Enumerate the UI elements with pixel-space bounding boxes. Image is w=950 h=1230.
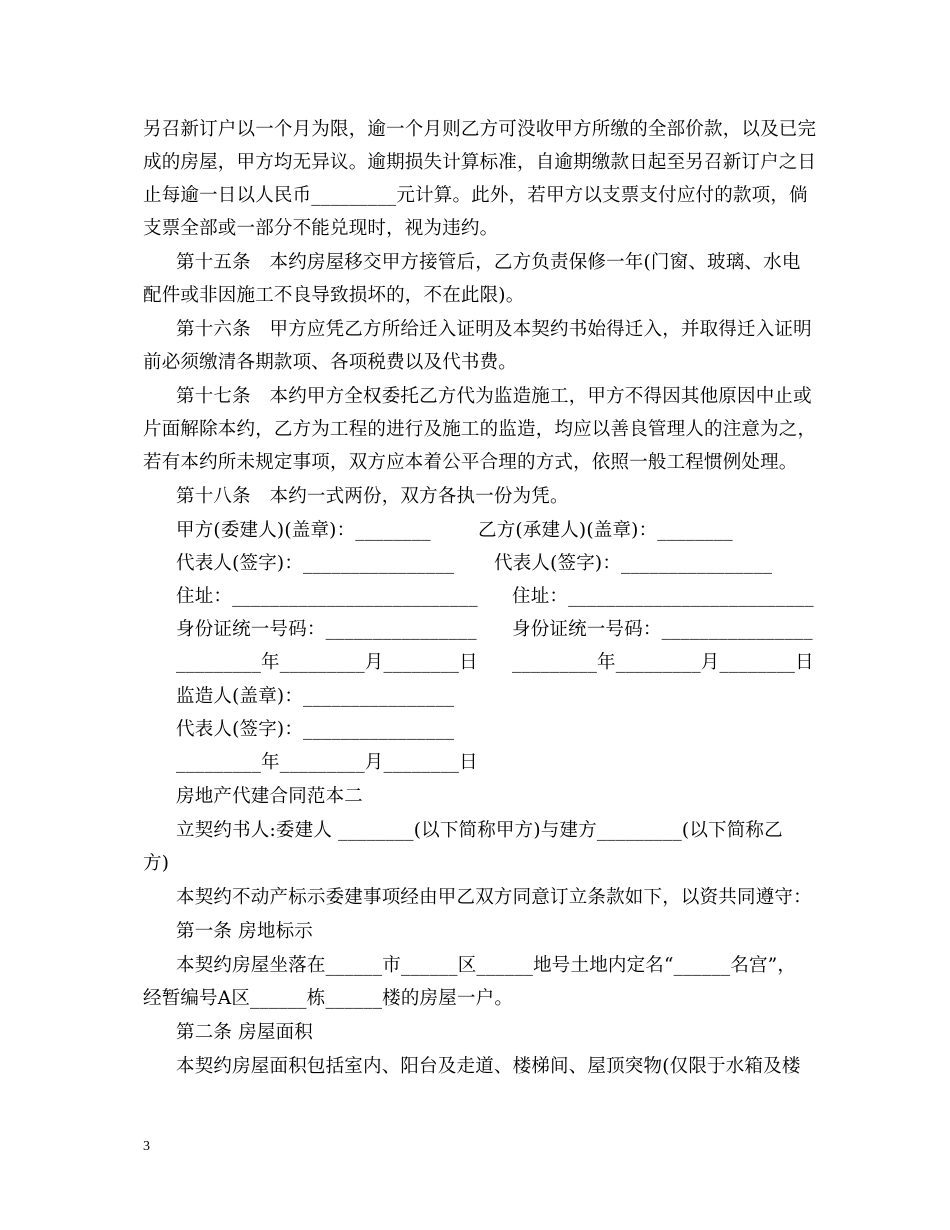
article-1-line: 本契约房屋坐落在______市______区______地号土地内定名“______名宫”， xyxy=(176,955,797,976)
article-15-line: 第十五条 本约房屋移交甲方接管后，乙方负责保修一年(门窗、玻璃、水电 xyxy=(176,252,801,273)
parties-line: 立契约书人:委建人 ________(以下简称甲方)与建方_________(以下简称乙 xyxy=(176,820,783,841)
section-title: 房地产代建合同范本二 xyxy=(176,786,364,807)
article-16-line: 前必须缴清各期款项、各项税费以及代书费。 xyxy=(143,352,518,373)
party-b-address: 住址：__________________________ xyxy=(512,586,814,607)
article-16-line: 第十六条 甲方应凭乙方所给迁入证明及本契约书始得迁入，并取得迁入证明 xyxy=(176,319,812,340)
article-1-title: 第一条 房地标示 xyxy=(176,921,313,942)
parties-line: 方) xyxy=(143,853,170,874)
paragraph-line: 止每逾一日以人民币_________元计算。此外，若甲方以支票支付应付的款项，倘 xyxy=(143,185,808,206)
party-b-seal: 乙方(承建人)(盖章)：________ xyxy=(478,520,733,541)
article-2-line: 本契约房屋面积包括室内、阳台及走道、楼梯间、屋顶突物(仅限于水箱及楼 xyxy=(176,1056,801,1077)
paragraph-line: 成的房屋，甲方均无异议。逾期损失计算标准，自逾期缴款日起至另召新订户之日 xyxy=(143,152,817,173)
article-15-line: 配件或非因施工不良导致损坏的，不在此限)。 xyxy=(143,285,525,306)
supervisor-representative: 代表人(签字)：________________ xyxy=(176,719,455,740)
party-a-id: 身份证统一号码：________________ xyxy=(176,619,477,640)
paragraph-line: 支票全部或一部分不能兑现时，视为违约。 xyxy=(143,218,499,239)
article-18: 第十八条 本约一式两份，双方各执一份为凭。 xyxy=(176,486,569,507)
intro-line: 本契约不动产标示委建事项经由甲乙双方同意订立条款如下，以资共同遵守： xyxy=(176,887,812,908)
page-number: 3 xyxy=(143,1139,150,1154)
party-a-date: _________年_________月________日 xyxy=(176,652,478,673)
party-a-representative: 代表人(签字)：________________ xyxy=(176,553,455,574)
party-b-date: _________年_________月________日 xyxy=(512,652,814,673)
party-b-representative: 代表人(签字)：________________ xyxy=(494,553,773,574)
article-2-title: 第二条 房屋面积 xyxy=(176,1022,313,1043)
party-a-seal: 甲方(委建人)(盖章)：________ xyxy=(176,520,431,541)
party-b-id: 身份证统一号码：________________ xyxy=(512,619,813,640)
paragraph-line: 另召新订户以一个月为限，逾一个月则乙方可没收甲方所缴的全部价款，以及已完 xyxy=(143,119,817,140)
article-17-line: 第十七条 本约甲方全权委托乙方代为监造施工，甲方不得因其他原因中止或 xyxy=(176,386,812,407)
article-17-line: 片面解除本约，乙方为工程的进行及施工的监造，均应以善良管理人的注意为之， xyxy=(143,419,817,440)
party-a-address: 住址：__________________________ xyxy=(176,586,478,607)
supervisor-seal: 监造人(盖章)：________________ xyxy=(176,686,455,707)
article-17-line: 若有本约所未规定事项，双方应本着公平合理的方式，依照一般工程惯例处理。 xyxy=(143,452,798,473)
supervisor-date: _________年_________月________日 xyxy=(176,752,478,773)
article-1-line: 经暂编号A区______栋______楼的房屋一户。 xyxy=(143,988,514,1009)
